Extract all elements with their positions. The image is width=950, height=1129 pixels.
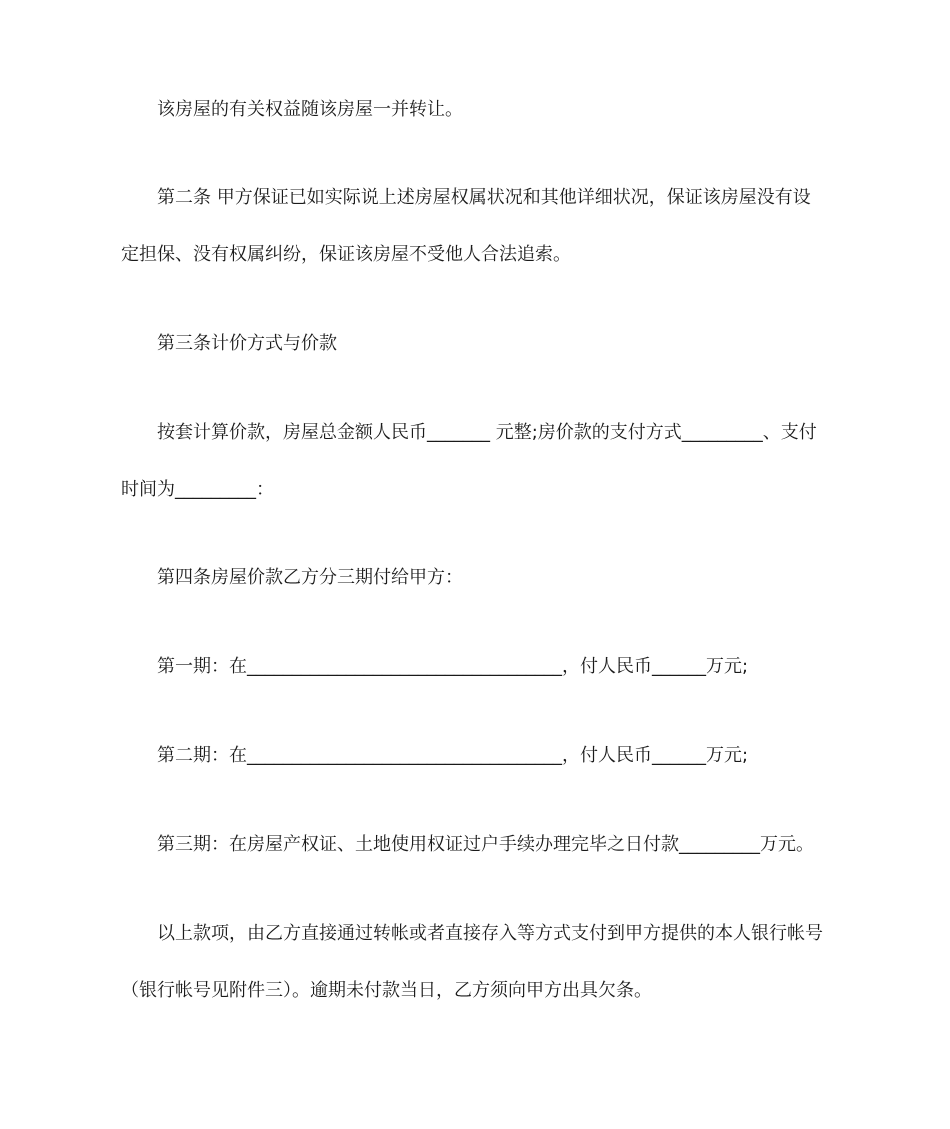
article-2-line-2: 定担保、没有权属纠纷，保证该房屋不受他人合法追索。 — [121, 244, 571, 265]
installment-3: 第三期：在房屋产权证、土地使用权证过户手续办理完毕之日付款_________万元。 — [157, 834, 814, 855]
paragraph-rights-transfer: 该房屋的有关权益随该房屋一并转让。 — [157, 99, 463, 120]
payment-method-line-1: 以上款项，由乙方直接通过转帐或者直接存入等方式支付到甲方提供的本人银行帐号 — [157, 923, 823, 944]
payment-method-line-2: （银行帐号见附件三）。逾期未付款当日，乙方须向甲方出具欠条。 — [121, 980, 652, 1001]
price-line-1: 按套计算价款，房屋总金额人民币_______ 元整;房价款的支付方式_________、支付 — [157, 422, 817, 443]
price-line-2: 时间为_________： — [121, 479, 274, 500]
article-4-heading: 第四条房屋价款乙方分三期付给甲方： — [157, 567, 463, 588]
installment-1: 第一期：在___________________________________，付人民币______万元; — [157, 656, 749, 677]
installment-2: 第二期：在___________________________________，付人民币______万元; — [157, 745, 749, 766]
article-3-heading: 第三条计价方式与价款 — [157, 333, 337, 354]
article-2-line-1: 第二条 甲方保证已如实际说上述房屋权属状况和其他详细状况，保证该房屋没有设 — [157, 187, 811, 208]
